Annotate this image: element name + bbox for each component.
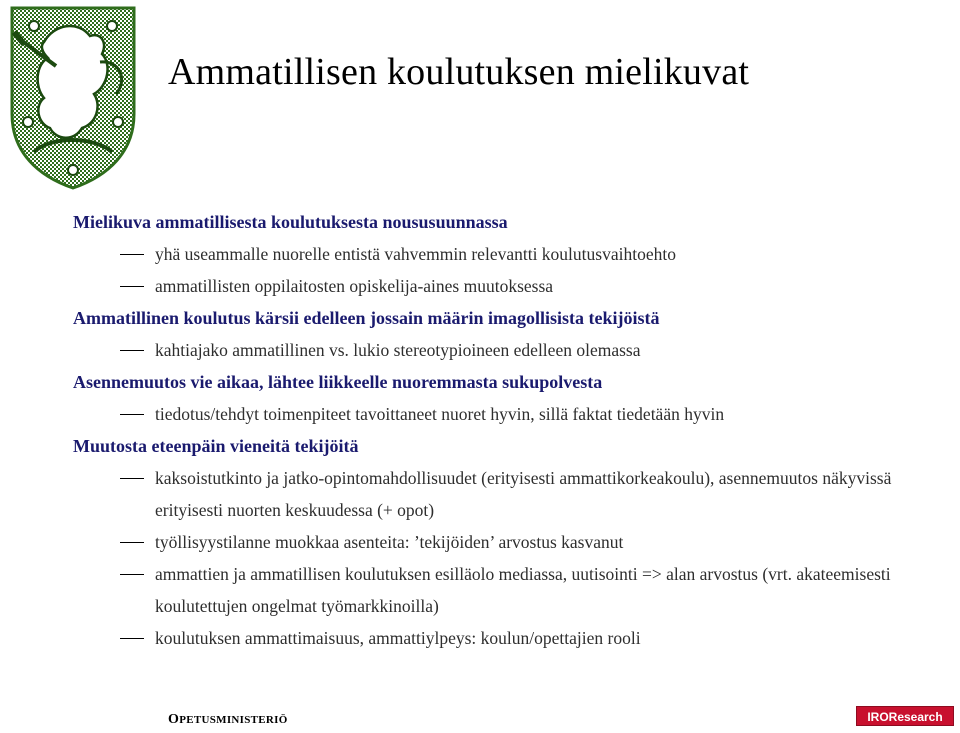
list-item: [73, 270, 953, 302]
ministry-initial: O: [168, 712, 180, 727]
ministry-rest: PETUSMINISTERIÖ: [179, 714, 288, 726]
dash-bullet-icon: [120, 542, 144, 543]
content-list: [73, 206, 953, 654]
coat-of-arms-icon: [4, 2, 142, 192]
list-item-text: kaksoistutkinto ja jatko-opintomahdollisuudet (erityisesti ammattikorkeakoulu), asennemuutos näkyvissä erityisesti nuorten keskuudessa (+ opot): [155, 468, 892, 520]
list-item: [73, 526, 953, 558]
list-item-text: ammatillisten oppilaitosten opiskelija-aines muutoksessa: [155, 276, 554, 296]
dash-bullet-icon: [120, 638, 144, 639]
dash-bullet-icon: [120, 414, 144, 415]
page-title: Ammatillisen koulutuksen mielikuvat: [168, 51, 750, 93]
dash-bullet-icon: [120, 254, 144, 255]
list-item-text: tiedotus/tehdyt toimenpiteet tavoittaneet nuoret hyvin, sillä faktat tiedetään hyvin: [155, 404, 725, 424]
list-item-text: työllisyystilanne muokkaa asenteita: ’tekijöiden’ arvostus kasvanut: [155, 532, 624, 552]
list-item: [73, 334, 953, 366]
dash-bullet-icon: [120, 350, 144, 351]
list-item-text: koulutuksen ammattimaisuus, ammattiylpeys: koulun/opettajien rooli: [155, 628, 641, 648]
dash-bullet-icon: [120, 286, 144, 287]
list-item-text: kahtiajako ammatillinen vs. lukio stereotypioineen edelleen olemassa: [155, 340, 641, 360]
iroresearch-logo: IROResearch: [856, 706, 954, 726]
dash-bullet-icon: [120, 478, 144, 479]
list-item: [73, 558, 953, 622]
dash-bullet-icon: [120, 574, 144, 575]
section-heading: Mielikuva ammatillisesta koulutuksesta noususuunnassa: [73, 212, 508, 232]
list-item: [73, 622, 953, 654]
ministry-label: [168, 712, 288, 728]
list-item: [73, 462, 953, 526]
section-heading: Ammatillinen koulutus kärsii edelleen jossain määrin imagollisista tekijöistä: [73, 308, 660, 328]
list-item-text: ammattien ja ammatillisen koulutuksen esilläolo mediassa, uutisointi => alan arvostus (vrt. akateemisesti koulutettujen ongelmat työmarkkinoilla): [155, 564, 891, 616]
list-item: [73, 238, 953, 270]
list-item: [73, 398, 953, 430]
section-heading: Muutosta eteenpäin vieneitä tekijöitä: [73, 436, 359, 456]
section-heading: Asennemuutos vie aikaa, lähtee liikkeelle nuoremmasta sukupolvesta: [73, 372, 603, 392]
list-item-text: yhä useammalle nuorelle entistä vahvemmin relevantti koulutusvaihtoehto: [155, 244, 676, 264]
